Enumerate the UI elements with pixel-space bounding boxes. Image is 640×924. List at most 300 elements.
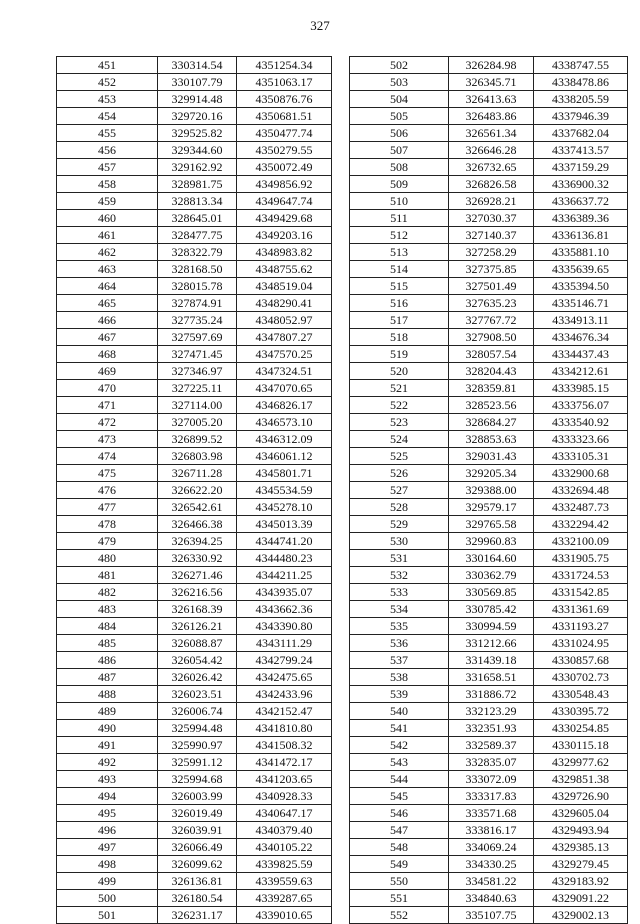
y-coordinate-cell: 4348755.62 xyxy=(237,261,332,278)
point-number-cell: 529 xyxy=(350,516,449,533)
point-number-cell: 476 xyxy=(57,482,158,499)
table-row xyxy=(350,465,628,482)
point-number-cell: 514 xyxy=(350,261,449,278)
y-coordinate-cell: 4333540.92 xyxy=(534,414,628,431)
point-number-cell: 508 xyxy=(350,159,449,176)
y-coordinate-cell: 4350279.55 xyxy=(237,142,332,159)
x-coordinate-cell: 327597.69 xyxy=(158,329,237,346)
y-coordinate-cell: 4350681.51 xyxy=(237,108,332,125)
y-coordinate-cell: 4343662.36 xyxy=(237,601,332,618)
point-number-cell: 466 xyxy=(57,312,158,329)
x-coordinate-cell: 327767.72 xyxy=(449,312,534,329)
x-coordinate-cell: 333317.83 xyxy=(449,788,534,805)
y-coordinate-cell: 4347070.65 xyxy=(237,380,332,397)
y-coordinate-cell: 4336900.32 xyxy=(534,176,628,193)
table-row xyxy=(57,74,332,91)
point-number-cell: 493 xyxy=(57,771,158,788)
point-number-cell: 496 xyxy=(57,822,158,839)
table-row xyxy=(57,159,332,176)
y-coordinate-cell: 4337946.39 xyxy=(534,108,628,125)
x-coordinate-cell: 332589.37 xyxy=(449,737,534,754)
table-row xyxy=(350,482,628,499)
y-coordinate-cell: 4342475.65 xyxy=(237,669,332,686)
coordinates-table-right xyxy=(349,56,628,924)
table-row xyxy=(57,108,332,125)
x-coordinate-cell: 328645.01 xyxy=(158,210,237,227)
x-coordinate-cell: 331658.51 xyxy=(449,669,534,686)
table-row xyxy=(57,652,332,669)
y-coordinate-cell: 4332294.42 xyxy=(534,516,628,533)
y-coordinate-cell: 4329002.13 xyxy=(534,907,628,924)
x-coordinate-cell: 326711.28 xyxy=(158,465,237,482)
point-number-cell: 477 xyxy=(57,499,158,516)
point-number-cell: 472 xyxy=(57,414,158,431)
table-row xyxy=(350,601,628,618)
table-row xyxy=(57,584,332,601)
point-number-cell: 533 xyxy=(350,584,449,601)
y-coordinate-cell: 4343935.07 xyxy=(237,584,332,601)
x-coordinate-cell: 329525.82 xyxy=(158,125,237,142)
table-row xyxy=(350,57,628,74)
table-row xyxy=(57,380,332,397)
x-coordinate-cell: 328853.63 xyxy=(449,431,534,448)
x-coordinate-cell: 328813.34 xyxy=(158,193,237,210)
y-coordinate-cell: 4331542.85 xyxy=(534,584,628,601)
point-number-cell: 468 xyxy=(57,346,158,363)
y-coordinate-cell: 4346061.12 xyxy=(237,448,332,465)
point-number-cell: 461 xyxy=(57,227,158,244)
table-row xyxy=(350,278,628,295)
point-number-cell: 538 xyxy=(350,669,449,686)
y-coordinate-cell: 4335394.50 xyxy=(534,278,628,295)
table-row xyxy=(350,822,628,839)
point-number-cell: 520 xyxy=(350,363,449,380)
x-coordinate-cell: 326026.42 xyxy=(158,669,237,686)
point-number-cell: 510 xyxy=(350,193,449,210)
point-number-cell: 534 xyxy=(350,601,449,618)
x-coordinate-cell: 326928.21 xyxy=(449,193,534,210)
point-number-cell: 523 xyxy=(350,414,449,431)
coordinates-table-left xyxy=(56,56,332,924)
table-row xyxy=(350,856,628,873)
point-number-cell: 535 xyxy=(350,618,449,635)
y-coordinate-cell: 4351063.17 xyxy=(237,74,332,91)
table-row xyxy=(350,720,628,737)
point-number-cell: 470 xyxy=(57,380,158,397)
x-coordinate-cell: 328057.54 xyxy=(449,346,534,363)
x-coordinate-cell: 325991.12 xyxy=(158,754,237,771)
table-row xyxy=(350,329,628,346)
point-number-cell: 482 xyxy=(57,584,158,601)
y-coordinate-cell: 4333105.31 xyxy=(534,448,628,465)
point-number-cell: 500 xyxy=(57,890,158,907)
point-number-cell: 460 xyxy=(57,210,158,227)
point-number-cell: 452 xyxy=(57,74,158,91)
table-row xyxy=(350,397,628,414)
table-row xyxy=(350,839,628,856)
x-coordinate-cell: 326003.99 xyxy=(158,788,237,805)
table-row xyxy=(350,363,628,380)
table-row xyxy=(57,91,332,108)
point-number-cell: 458 xyxy=(57,176,158,193)
y-coordinate-cell: 4329385.13 xyxy=(534,839,628,856)
point-number-cell: 502 xyxy=(350,57,449,74)
x-coordinate-cell: 329031.43 xyxy=(449,448,534,465)
y-coordinate-cell: 4336389.36 xyxy=(534,210,628,227)
table-row xyxy=(350,312,628,329)
point-number-cell: 526 xyxy=(350,465,449,482)
point-number-cell: 536 xyxy=(350,635,449,652)
point-number-cell: 491 xyxy=(57,737,158,754)
point-number-cell: 455 xyxy=(57,125,158,142)
x-coordinate-cell: 326088.87 xyxy=(158,635,237,652)
y-coordinate-cell: 4340928.33 xyxy=(237,788,332,805)
x-coordinate-cell: 326899.52 xyxy=(158,431,237,448)
x-coordinate-cell: 330569.85 xyxy=(449,584,534,601)
y-coordinate-cell: 4336637.72 xyxy=(534,193,628,210)
x-coordinate-cell: 335107.75 xyxy=(449,907,534,924)
point-number-cell: 506 xyxy=(350,125,449,142)
y-coordinate-cell: 4345278.10 xyxy=(237,499,332,516)
y-coordinate-cell: 4333985.15 xyxy=(534,380,628,397)
point-number-cell: 505 xyxy=(350,108,449,125)
y-coordinate-cell: 4341472.17 xyxy=(237,754,332,771)
x-coordinate-cell: 326039.91 xyxy=(158,822,237,839)
table-row xyxy=(57,448,332,465)
point-number-cell: 542 xyxy=(350,737,449,754)
point-number-cell: 547 xyxy=(350,822,449,839)
y-coordinate-cell: 4335146.71 xyxy=(534,295,628,312)
y-coordinate-cell: 4346573.10 xyxy=(237,414,332,431)
point-number-cell: 521 xyxy=(350,380,449,397)
x-coordinate-cell: 326023.51 xyxy=(158,686,237,703)
point-number-cell: 531 xyxy=(350,550,449,567)
x-coordinate-cell: 327030.37 xyxy=(449,210,534,227)
table-row xyxy=(350,890,628,907)
point-number-cell: 480 xyxy=(57,550,158,567)
y-coordinate-cell: 4330857.68 xyxy=(534,652,628,669)
y-coordinate-cell: 4334437.43 xyxy=(534,346,628,363)
point-number-cell: 545 xyxy=(350,788,449,805)
point-number-cell: 454 xyxy=(57,108,158,125)
table-row xyxy=(57,822,332,839)
point-number-cell: 527 xyxy=(350,482,449,499)
y-coordinate-cell: 4329493.94 xyxy=(534,822,628,839)
table-row xyxy=(57,737,332,754)
table-row xyxy=(57,890,332,907)
table-row xyxy=(350,193,628,210)
point-number-cell: 478 xyxy=(57,516,158,533)
table-row xyxy=(57,465,332,482)
table-row xyxy=(350,159,628,176)
y-coordinate-cell: 4333323.66 xyxy=(534,431,628,448)
x-coordinate-cell: 329388.00 xyxy=(449,482,534,499)
table-row xyxy=(350,635,628,652)
x-coordinate-cell: 330994.59 xyxy=(449,618,534,635)
y-coordinate-cell: 4348290.41 xyxy=(237,295,332,312)
x-coordinate-cell: 332835.07 xyxy=(449,754,534,771)
table-row xyxy=(350,805,628,822)
table-row xyxy=(350,686,628,703)
table-row xyxy=(57,210,332,227)
x-coordinate-cell: 328359.81 xyxy=(449,380,534,397)
y-coordinate-cell: 4329091.22 xyxy=(534,890,628,907)
y-coordinate-cell: 4348519.04 xyxy=(237,278,332,295)
x-coordinate-cell: 326466.38 xyxy=(158,516,237,533)
y-coordinate-cell: 4332900.68 xyxy=(534,465,628,482)
y-coordinate-cell: 4339825.59 xyxy=(237,856,332,873)
table-row xyxy=(57,176,332,193)
x-coordinate-cell: 328981.75 xyxy=(158,176,237,193)
x-coordinate-cell: 326216.56 xyxy=(158,584,237,601)
point-number-cell: 465 xyxy=(57,295,158,312)
table-row xyxy=(57,278,332,295)
point-number-cell: 504 xyxy=(350,91,449,108)
y-coordinate-cell: 4341508.32 xyxy=(237,737,332,754)
y-coordinate-cell: 4341810.80 xyxy=(237,720,332,737)
table-row xyxy=(57,873,332,890)
y-coordinate-cell: 4347324.51 xyxy=(237,363,332,380)
x-coordinate-cell: 330314.54 xyxy=(158,57,237,74)
y-coordinate-cell: 4339287.65 xyxy=(237,890,332,907)
point-number-cell: 552 xyxy=(350,907,449,924)
table-row xyxy=(57,771,332,788)
x-coordinate-cell: 326542.61 xyxy=(158,499,237,516)
table-row xyxy=(57,601,332,618)
table-row xyxy=(57,839,332,856)
y-coordinate-cell: 4340105.22 xyxy=(237,839,332,856)
point-number-cell: 485 xyxy=(57,635,158,652)
point-number-cell: 507 xyxy=(350,142,449,159)
x-coordinate-cell: 327114.00 xyxy=(158,397,237,414)
y-coordinate-cell: 4338205.59 xyxy=(534,91,628,108)
table-row xyxy=(57,550,332,567)
point-number-cell: 451 xyxy=(57,57,158,74)
x-coordinate-cell: 328322.79 xyxy=(158,244,237,261)
x-coordinate-cell: 329579.17 xyxy=(449,499,534,516)
table-row xyxy=(350,567,628,584)
point-number-cell: 474 xyxy=(57,448,158,465)
x-coordinate-cell: 333571.68 xyxy=(449,805,534,822)
y-coordinate-cell: 4344741.20 xyxy=(237,533,332,550)
table-row xyxy=(57,57,332,74)
x-coordinate-cell: 326394.25 xyxy=(158,533,237,550)
x-coordinate-cell: 331439.18 xyxy=(449,652,534,669)
y-coordinate-cell: 4331905.75 xyxy=(534,550,628,567)
y-coordinate-cell: 4349429.68 xyxy=(237,210,332,227)
table-row xyxy=(350,771,628,788)
y-coordinate-cell: 4338747.55 xyxy=(534,57,628,74)
table-row xyxy=(57,703,332,720)
y-coordinate-cell: 4329605.04 xyxy=(534,805,628,822)
x-coordinate-cell: 329205.34 xyxy=(449,465,534,482)
point-number-cell: 550 xyxy=(350,873,449,890)
table-row xyxy=(350,516,628,533)
table-row xyxy=(57,720,332,737)
x-coordinate-cell: 326126.21 xyxy=(158,618,237,635)
y-coordinate-cell: 4345534.59 xyxy=(237,482,332,499)
table-row xyxy=(350,499,628,516)
x-coordinate-cell: 327735.24 xyxy=(158,312,237,329)
y-coordinate-cell: 4330395.72 xyxy=(534,703,628,720)
table-row xyxy=(350,533,628,550)
table-row xyxy=(57,499,332,516)
x-coordinate-cell: 330362.79 xyxy=(449,567,534,584)
y-coordinate-cell: 4332487.73 xyxy=(534,499,628,516)
y-coordinate-cell: 4329851.38 xyxy=(534,771,628,788)
x-coordinate-cell: 326561.34 xyxy=(449,125,534,142)
point-number-cell: 492 xyxy=(57,754,158,771)
table-row xyxy=(350,346,628,363)
x-coordinate-cell: 329765.58 xyxy=(449,516,534,533)
y-coordinate-cell: 4349203.16 xyxy=(237,227,332,244)
table-row xyxy=(350,788,628,805)
table-row xyxy=(57,329,332,346)
point-number-cell: 546 xyxy=(350,805,449,822)
x-coordinate-cell: 328168.50 xyxy=(158,261,237,278)
point-number-cell: 489 xyxy=(57,703,158,720)
point-number-cell: 488 xyxy=(57,686,158,703)
point-number-cell: 467 xyxy=(57,329,158,346)
x-coordinate-cell: 326231.17 xyxy=(158,907,237,924)
table-row xyxy=(57,805,332,822)
x-coordinate-cell: 326345.71 xyxy=(449,74,534,91)
x-coordinate-cell: 329960.83 xyxy=(449,533,534,550)
x-coordinate-cell: 333816.17 xyxy=(449,822,534,839)
point-number-cell: 549 xyxy=(350,856,449,873)
table-row xyxy=(350,550,628,567)
y-coordinate-cell: 4330115.18 xyxy=(534,737,628,754)
point-number-cell: 456 xyxy=(57,142,158,159)
point-number-cell: 475 xyxy=(57,465,158,482)
table-row xyxy=(57,312,332,329)
x-coordinate-cell: 329162.92 xyxy=(158,159,237,176)
point-number-cell: 487 xyxy=(57,669,158,686)
point-number-cell: 490 xyxy=(57,720,158,737)
page-number: 327 xyxy=(310,18,330,33)
table-row xyxy=(57,295,332,312)
y-coordinate-cell: 4340379.40 xyxy=(237,822,332,839)
x-coordinate-cell: 332123.29 xyxy=(449,703,534,720)
x-coordinate-cell: 331886.72 xyxy=(449,686,534,703)
point-number-cell: 479 xyxy=(57,533,158,550)
y-coordinate-cell: 4330548.43 xyxy=(534,686,628,703)
table-row xyxy=(57,686,332,703)
x-coordinate-cell: 334840.63 xyxy=(449,890,534,907)
point-number-cell: 515 xyxy=(350,278,449,295)
table-row xyxy=(350,618,628,635)
x-coordinate-cell: 326622.20 xyxy=(158,482,237,499)
x-coordinate-cell: 326803.98 xyxy=(158,448,237,465)
point-number-cell: 518 xyxy=(350,329,449,346)
point-number-cell: 499 xyxy=(57,873,158,890)
x-coordinate-cell: 326136.81 xyxy=(158,873,237,890)
y-coordinate-cell: 4348983.82 xyxy=(237,244,332,261)
point-number-cell: 471 xyxy=(57,397,158,414)
table-row xyxy=(350,669,628,686)
table-row xyxy=(350,584,628,601)
y-coordinate-cell: 4336136.81 xyxy=(534,227,628,244)
point-number-cell: 509 xyxy=(350,176,449,193)
x-coordinate-cell: 326284.98 xyxy=(449,57,534,74)
x-coordinate-cell: 329720.16 xyxy=(158,108,237,125)
y-coordinate-cell: 4350477.74 xyxy=(237,125,332,142)
table-row xyxy=(350,414,628,431)
x-coordinate-cell: 325994.48 xyxy=(158,720,237,737)
point-number-cell: 522 xyxy=(350,397,449,414)
point-number-cell: 462 xyxy=(57,244,158,261)
point-number-cell: 530 xyxy=(350,533,449,550)
table-row xyxy=(57,363,332,380)
y-coordinate-cell: 4341203.65 xyxy=(237,771,332,788)
point-number-cell: 501 xyxy=(57,907,158,924)
x-coordinate-cell: 334069.24 xyxy=(449,839,534,856)
point-number-cell: 494 xyxy=(57,788,158,805)
y-coordinate-cell: 4345013.39 xyxy=(237,516,332,533)
point-number-cell: 524 xyxy=(350,431,449,448)
table-row xyxy=(57,261,332,278)
y-coordinate-cell: 4349647.74 xyxy=(237,193,332,210)
table-row xyxy=(57,669,332,686)
y-coordinate-cell: 4342152.47 xyxy=(237,703,332,720)
point-number-cell: 464 xyxy=(57,278,158,295)
x-coordinate-cell: 328523.56 xyxy=(449,397,534,414)
table-row xyxy=(57,193,332,210)
x-coordinate-cell: 334330.25 xyxy=(449,856,534,873)
table-row xyxy=(350,448,628,465)
table-row xyxy=(350,244,628,261)
x-coordinate-cell: 327501.49 xyxy=(449,278,534,295)
y-coordinate-cell: 4349856.92 xyxy=(237,176,332,193)
y-coordinate-cell: 4337413.57 xyxy=(534,142,628,159)
table-row xyxy=(350,176,628,193)
x-coordinate-cell: 326168.39 xyxy=(158,601,237,618)
y-coordinate-cell: 4331724.53 xyxy=(534,567,628,584)
point-number-cell: 473 xyxy=(57,431,158,448)
y-coordinate-cell: 4343390.80 xyxy=(237,618,332,635)
x-coordinate-cell: 326271.46 xyxy=(158,567,237,584)
point-number-cell: 532 xyxy=(350,567,449,584)
table-row xyxy=(57,788,332,805)
x-coordinate-cell: 330785.42 xyxy=(449,601,534,618)
x-coordinate-cell: 326732.65 xyxy=(449,159,534,176)
x-coordinate-cell: 326054.42 xyxy=(158,652,237,669)
point-number-cell: 525 xyxy=(350,448,449,465)
table-row xyxy=(350,108,628,125)
y-coordinate-cell: 4339559.63 xyxy=(237,873,332,890)
y-coordinate-cell: 4338478.86 xyxy=(534,74,628,91)
y-coordinate-cell: 4332694.48 xyxy=(534,482,628,499)
x-coordinate-cell: 325994.68 xyxy=(158,771,237,788)
x-coordinate-cell: 333072.09 xyxy=(449,771,534,788)
table-row xyxy=(350,873,628,890)
y-coordinate-cell: 4337682.04 xyxy=(534,125,628,142)
table-row xyxy=(57,244,332,261)
table-row xyxy=(57,567,332,584)
table-row xyxy=(350,380,628,397)
y-coordinate-cell: 4345801.71 xyxy=(237,465,332,482)
x-coordinate-cell: 326826.58 xyxy=(449,176,534,193)
y-coordinate-cell: 4334676.34 xyxy=(534,329,628,346)
point-number-cell: 483 xyxy=(57,601,158,618)
y-coordinate-cell: 4329183.92 xyxy=(534,873,628,890)
table-row xyxy=(57,856,332,873)
x-coordinate-cell: 329344.60 xyxy=(158,142,237,159)
y-coordinate-cell: 4346826.17 xyxy=(237,397,332,414)
x-coordinate-cell: 328477.75 xyxy=(158,227,237,244)
y-coordinate-cell: 4332100.09 xyxy=(534,533,628,550)
point-number-cell: 457 xyxy=(57,159,158,176)
